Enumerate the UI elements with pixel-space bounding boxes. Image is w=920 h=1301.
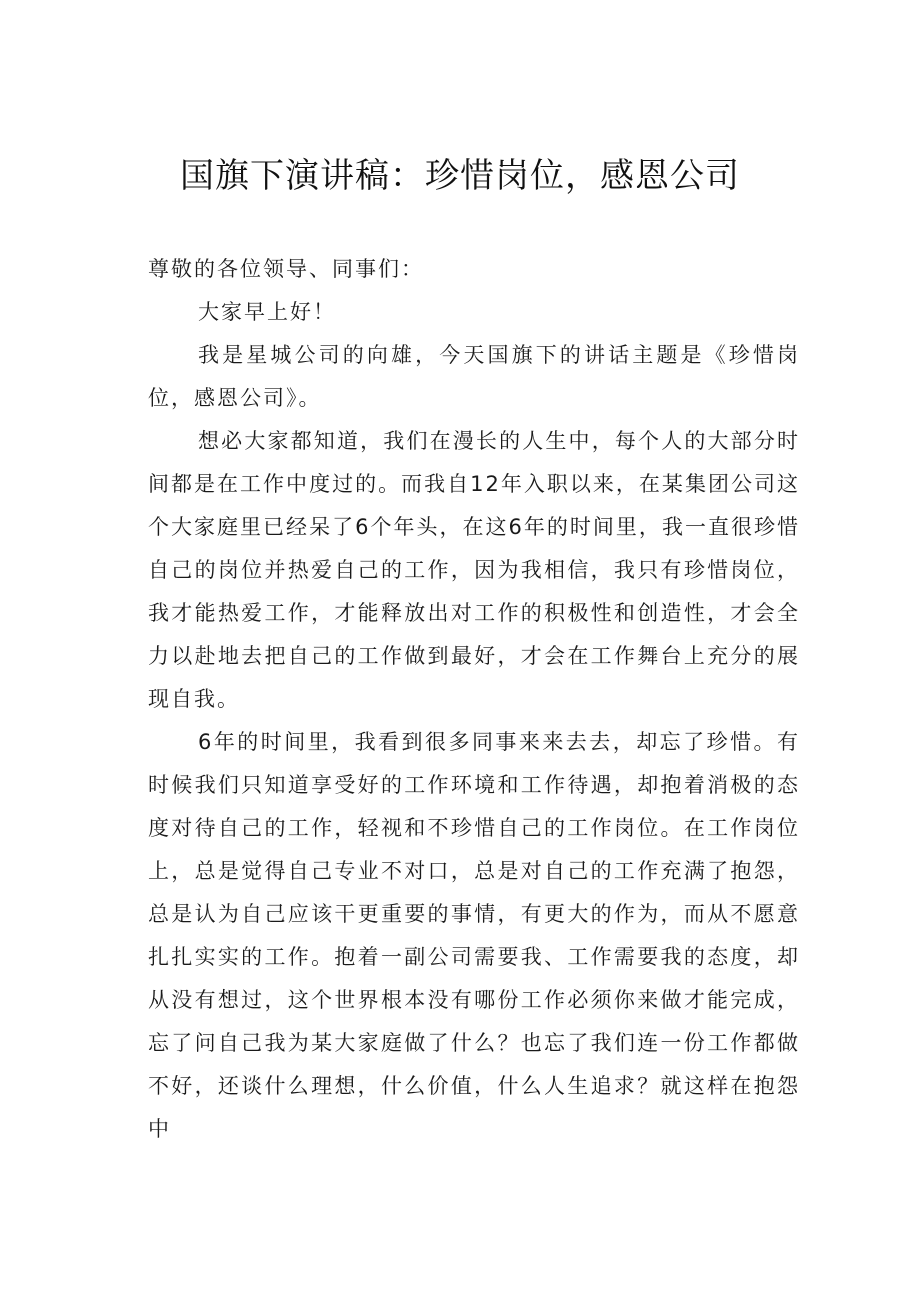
paragraph-greeting: 大家早上好！: [198, 300, 336, 324]
document-body: [148, 248, 800, 1151]
paragraph-introduction: 我是星城公司的向雄，今天国旗下的讲话主题是《珍惜岗位，感恩公司》。: [148, 343, 800, 410]
paragraph-cherish-position: 想必大家都知道，我们在漫长的人生中，每个人的大部分时间都是在工作中度过的。而我自12年入职以来，在某集团公司这个大家庭里已经呆了6个年头，在这6年的时间里，我一直很珍惜自己的岗位并热爱自己的工作，因为我相信，我只有珍惜岗位，我才能热爱工作，才能释放出对工作的积极性和创造性，才会全力以赴地去把自己的工作做到最好，才会在工作舞台上充分的展现自我。: [148, 429, 800, 711]
document-title: 国旗下演讲稿：珍惜岗位，感恩公司: [180, 156, 740, 196]
salutation: 尊敬的各位领导、同事们：: [148, 257, 424, 281]
paragraph-six-years: 6年的时间里，我看到很多同事来来去去，却忘了珍惜。有时候我们只知道享受好的工作环境和工作待遇，却抱着消极的态度对待自己的工作，轻视和不珍惜自己的工作岗位。在工作岗位上，总是觉得自己专业不对口，总是对自己的工作充满了抱怨，总是认为自己应该干更重要的事情，有更大的作为，而从不愿意扎扎实实的工作。抱着一副公司需要我、工作需要我的态度，却从没有想过，这个世界根本没有哪份工作必须你来做才能完成，忘了问自己我为某大家庭做了什么？也忘了我们连一份工作都做不好，还谈什么理想，什么价值，什么人生追求？就这样在抱怨中: [148, 730, 800, 1141]
